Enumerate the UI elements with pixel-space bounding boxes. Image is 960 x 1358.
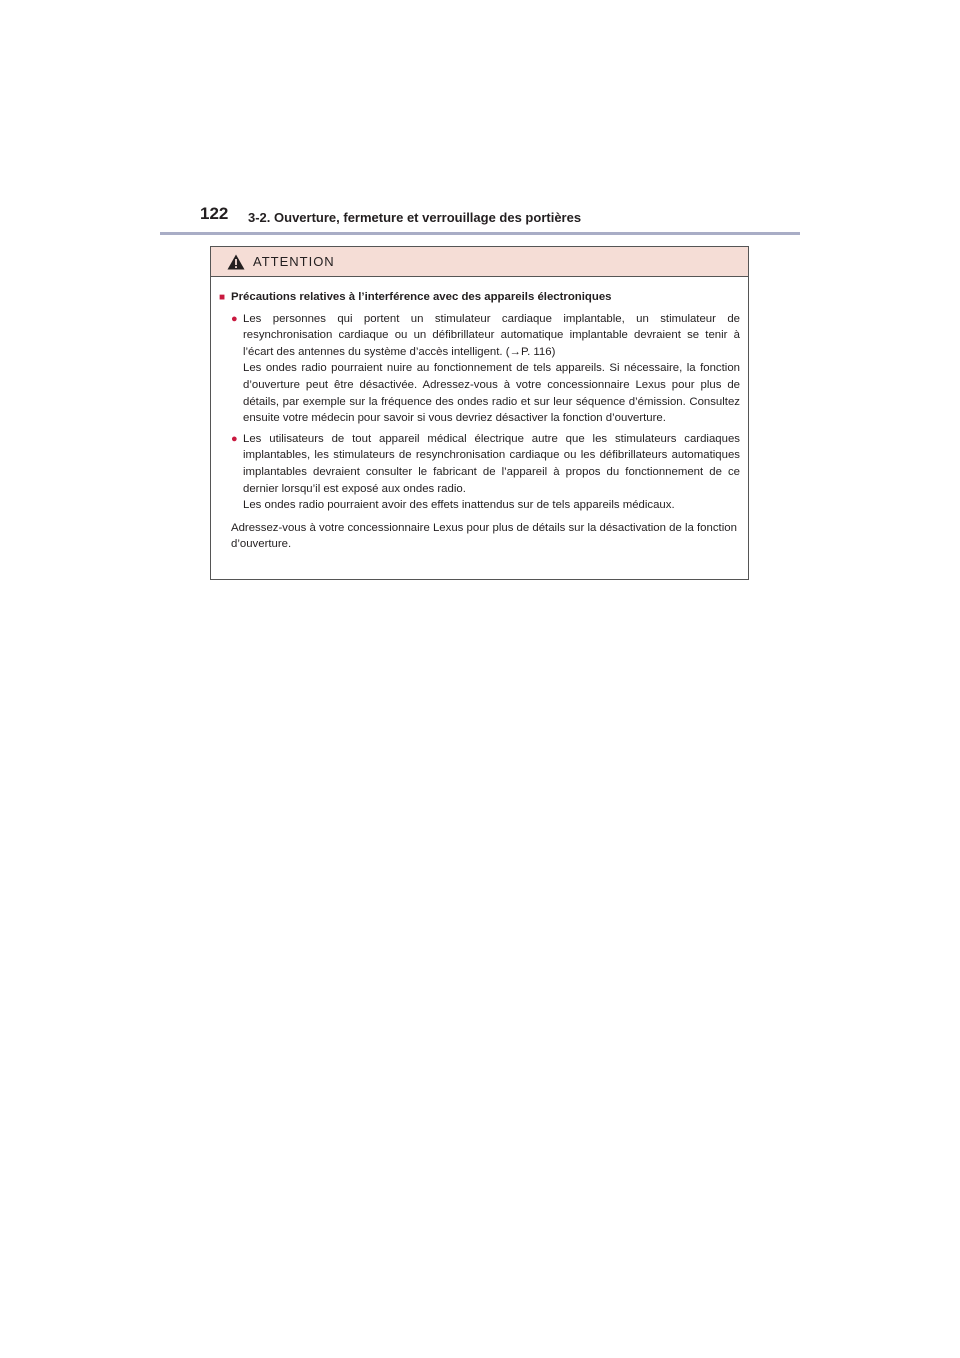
attention-label: ATTENTION [253,254,335,269]
section-title: 3-2. Ouverture, fermeture et verrouillage des portières [248,210,582,225]
footer-note: Adressez-vous à votre concessionnaire Lexus pour plus de détails sur la désactivation de la fonction d’ouverture. [231,521,737,551]
attention-header [211,247,748,277]
bullet-paragraph: Les ondes radio pourraient nuire au fonctionnement de tels appareils. Si nécessaire, la fonction d’ouverture peut être désactivée. Adressez-vous à votre concessionnaire Lexus pour plus de détails, par exemple sur la fréquence des ondes radio et sur leur séquence d’émission. Consultez ensuite votre médecin pour savoir si vous devriez désactiver la fonction d’ouverture. [243,362,740,425]
bullet-text [243,311,740,427]
attention-box [210,246,749,580]
header-rule [160,232,800,235]
warning-triangle-icon [227,254,245,270]
bullet-paragraph: Les personnes qui portent un stimulateur cardiaque implantable, un stimulateur de resynchronisation cardiaque ou un défibrillateur automatique implantable devraient se tenir à l’écart des antennes du système d’accès intelligent. (→P. 116) [243,312,740,358]
page-number: 122 [200,204,229,223]
attention-body [211,277,748,553]
topic-text: Précautions relatives à l’interférence avec des appareils électroniques [231,291,612,303]
circle-bullet-icon: ● [231,432,238,445]
list-item [219,431,740,514]
page-header [160,200,800,236]
bullet-paragraph: Les utilisateurs de tout appareil médical électrique autre que les stimulateurs cardiaques implantables, les stimulateurs de resynchronisation cardiaque ou les défibrillateurs automatiques implantables devraient consulter le fabricant de l’appareil à propos du fonctionnement de ce dernier lorsqu’il est exposé aux ondes radio. [243,432,740,495]
bullet-paragraph: Les ondes radio pourraient avoir des effets inattendus sur de tels appareils médicaux. [243,499,675,512]
square-bullet-icon: ■ [219,292,226,303]
bullet-text [243,431,740,514]
list-item [219,311,740,427]
circle-bullet-icon: ● [231,312,238,325]
topic-heading [219,289,740,307]
